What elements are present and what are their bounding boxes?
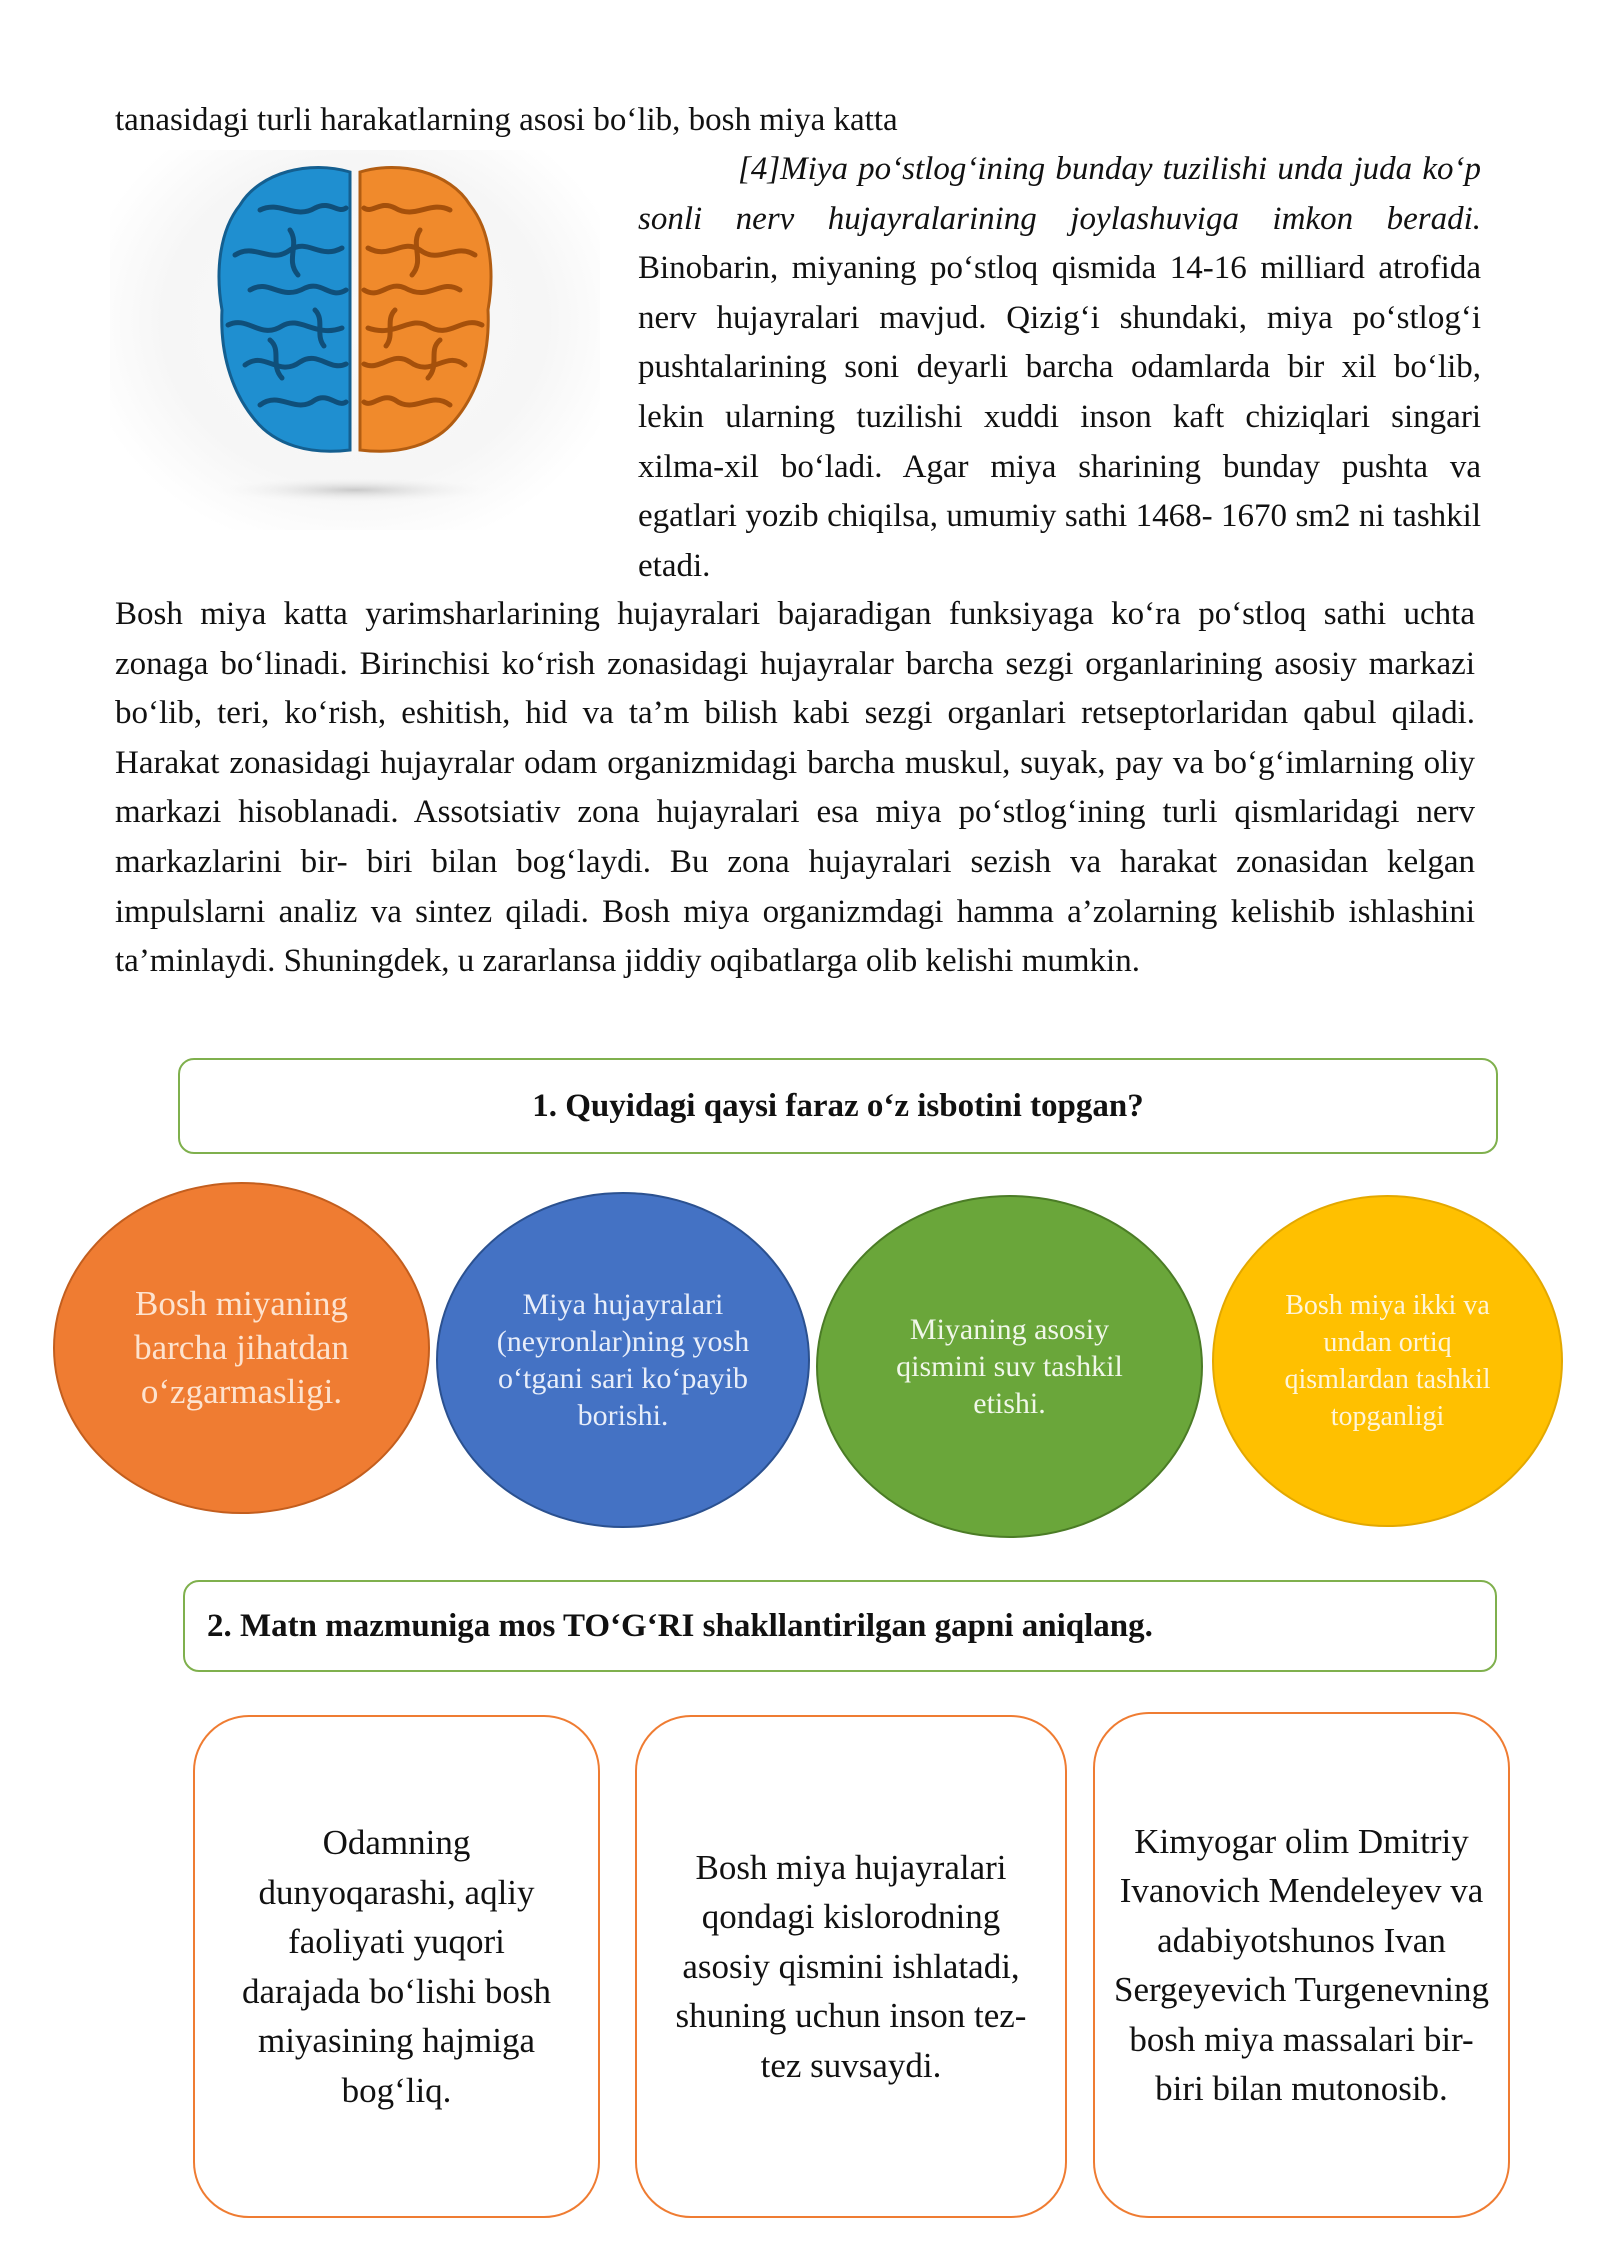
passage-top-line: tanasidagi turli harakatlarning asosi bo‘lib, bosh miya katta [115, 102, 898, 138]
q1-option-1[interactable] [53, 1182, 430, 1514]
q1-option-3[interactable] [816, 1195, 1203, 1538]
passage-right-column [638, 145, 1481, 591]
q1-option-2-label: Miya hujayralari (neyronlar)ning yosh o‘tgani sari ko‘payib borishi. [496, 1288, 750, 1432]
brain-icon [110, 150, 600, 530]
q1-option-4[interactable] [1212, 1195, 1563, 1527]
q1-option-2[interactable] [436, 1192, 810, 1528]
passage-right-text: Binobarin, miyaning po‘stloq qismida 14-16 milliard atrofida nerv hujayralari mavjud. Qizig‘i shundaki, miya po‘stlog‘i pushtalarining soni deyarli barcha odamlarda bir xil bo‘lib, lekin ularning tuzilishi xuddi inson kaft chiziqlari singari xilma-xil bo‘ladi. Agar miya sharining bunday pushta va egatlari yozib chiqilsa, umumiy sathi 1468- 1670 sm2 ni tashkil etadi. [638, 250, 1481, 584]
passage-bottom: Bosh miya katta yarimsharlarining hujayralari bajaradigan funksiyaga ko‘ra po‘stloq sathi uchta zonaga bo‘linadi. Birinchisi ko‘rish zonasidagi hujayralar barcha sezgi organlarining asosiy markazi bo‘lib, teri, ko‘rish, eshitish, hid va ta’m bilish kabi sezgi organlari retseptorlaridan qabul qiladi. Harakat zonasidagi hujayralar odam organizmidagi barcha muskul, suyak, pay va bo‘g‘imlarning oliy markazi hisoblanadi. Assotsiativ zona hujayralari esa miya po‘stlog‘ining turli qismlaridagi nerv markazlarini bir- biri bilan bog‘laydi. Bu zona hujayralari sezish va harakat zonasidan kelgan impulslarni analiz va sintez qiladi. Bosh miya organizmdagi hamma a’zolarning kelishib ishlashini ta’minlaydi. Shuningdek, u zararlansa jiddiy oqibatlarga olib kelishi mumkin. [115, 596, 1475, 980]
question-2-box [183, 1580, 1497, 1672]
q1-option-3-label: Miyaning asosiy qismini suv tashkil etishi. [896, 1313, 1123, 1420]
brain-illustration [110, 150, 600, 530]
q1-option-1-label: Bosh miyaning barcha jihatdan o‘zgarmasligi. [134, 1284, 349, 1411]
q2-option-1-label: Odamning dunyoqarashi, aqliy faoliyati yuqori darajada bo‘lishi bosh miyasining hajmiga bog‘liq. [241, 1823, 552, 2110]
q2-option-3[interactable] [1093, 1712, 1510, 2218]
q2-option-1[interactable] [193, 1715, 600, 2218]
q2-option-3-label: Kimyogar olim Dmitriy Ivanovich Mendeleyev va adabiyotshunos Ivan Sergeyevich Turgenevning bosh miya massalari bir-biri bilan mutonosib. [1114, 1821, 1489, 2108]
passage-italic-sentence: [4]Miya po‘stlog‘ining bunday tuzilishi unda juda ko‘p sonli nerv hujayralarining joylashuviga imkon beradi. [638, 151, 1481, 237]
question-2-title: 2. Matn mazmuniga mos TO‘G‘RI shakllantirilgan gapni aniqlang. [207, 1607, 1153, 1644]
q2-option-2[interactable] [635, 1715, 1067, 2218]
question-1-box [178, 1058, 1498, 1154]
q2-option-2-label: Bosh miya hujayralari qondagi kislorodning asosiy qismini ishlatadi, shuning uchun inson tez-tez suvsaydi. [675, 1847, 1027, 2085]
question-1-title: 1. Quyidagi qaysi faraz o‘z isbotini topgan? [532, 1087, 1144, 1124]
q1-option-4-label: Bosh miya ikki va undan ortiq qismlardan tashkil topganligi [1284, 1290, 1491, 1432]
